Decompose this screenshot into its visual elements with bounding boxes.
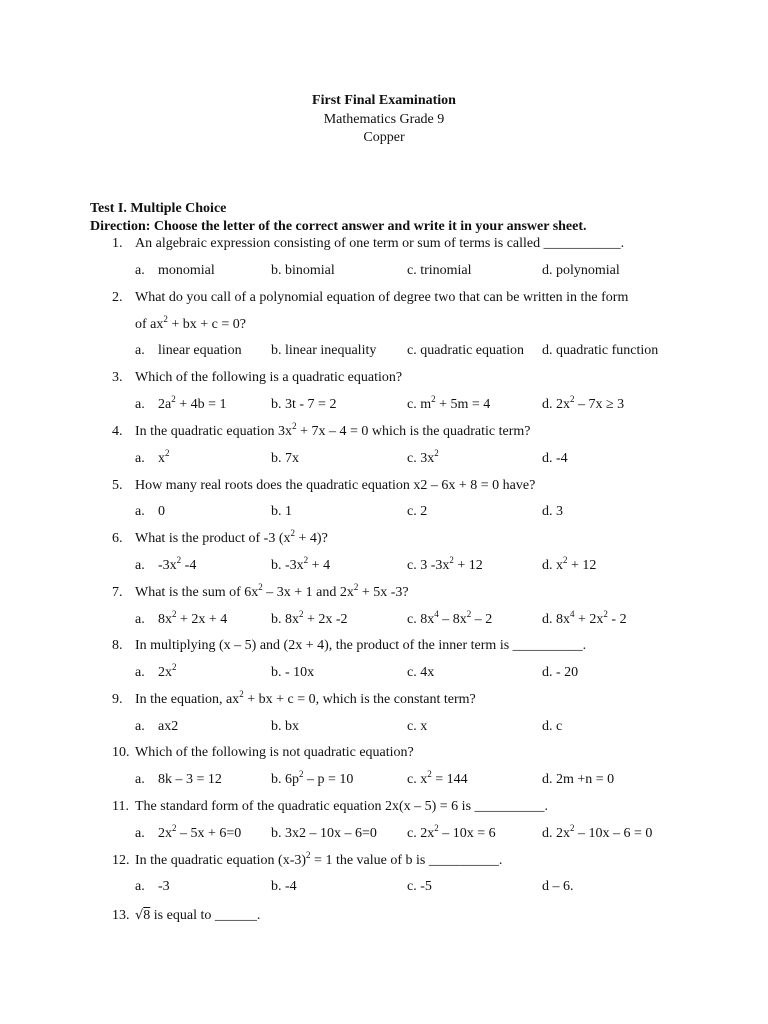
question-number: 6. [112, 531, 123, 546]
question-stem: What is the product of -3 $(x^2 + 4)$? [135, 528, 328, 546]
question-number: 1. [112, 236, 123, 251]
question-number: 9. [112, 692, 123, 707]
question-number: 10. [112, 745, 130, 760]
option-b: b. 7x [271, 451, 299, 466]
option-a: a. monomial [135, 263, 215, 278]
question-stem: In the quadratic equation $(x-3)^2 = 1$ the value of b is __________. [135, 850, 503, 868]
question-number: 12. [112, 853, 130, 868]
test-name: Test I. Multiple Choice [90, 201, 227, 216]
option-b: b. -4 [271, 879, 297, 894]
question-stem-continued: of $ax^2$ + bx + c = 0? [135, 314, 247, 332]
question-number: 11. [112, 799, 129, 814]
question-number: 5. [112, 478, 123, 493]
option-c: c. $2x^2 - 10x = 6$ [407, 823, 496, 841]
option-b: b. linear inequality [271, 343, 377, 358]
square-root-icon: √ [135, 908, 144, 923]
option-a: a. -3 [135, 879, 170, 894]
question-stem: An algebraic expression consisting of one term or sum of terms is called ___________. [135, 236, 625, 251]
option-b: b. 3x2 – 10x – 6=0 [271, 826, 377, 841]
option-a: a. $2x^2 - 5x + 6=0$ [135, 823, 242, 841]
option-b: b. 1 [271, 504, 292, 519]
question-stem: The standard form of the quadratic equation 2x(x – 5) = 6 is __________. [135, 799, 549, 814]
question-stem: In the equation, $ax^2$ + bx + c = 0, which is the constant term? [135, 689, 476, 707]
option-c: c. 2 [407, 504, 428, 519]
option-c: c. 4x [407, 665, 435, 680]
question-stem: How many real roots does the quadratic equation x2 – 6x + 8 = 0 have? [135, 478, 536, 493]
exam-section: Copper [363, 130, 405, 145]
option-a: a. $x^2$ [135, 448, 170, 466]
option-d: d. 2m +n = 0 [542, 772, 615, 787]
option-d: d. quadratic function [542, 343, 659, 358]
exam-header [0, 93, 768, 149]
option-c: c. -5 [407, 879, 432, 894]
option-d: d. $2x^2 - 7x \ge 3$ [542, 394, 625, 412]
option-d: d. - 20 [542, 665, 579, 680]
option-b: b. $-3x^2 + 4$ [271, 555, 331, 573]
option-c: c. trinomial [407, 263, 472, 278]
question-stem: Which of the following is a quadratic equation? [135, 370, 403, 385]
option-c: c. quadratic equation [407, 343, 525, 358]
question-stem: √8 is equal to ______. [135, 908, 261, 923]
option-d: d. $x^2 + 12$ [542, 555, 597, 573]
option-a: a. $2a^2 + 4b = 1$ [135, 394, 227, 412]
option-a: a. $-3x^2$ -4 [135, 555, 197, 573]
option-c: c. x [407, 719, 428, 734]
option-a: a. linear equation [135, 343, 242, 358]
option-c: c. $8x^4 - 8x^2 - 2$ [407, 609, 493, 627]
option-d: d – 6. [542, 879, 574, 894]
option-c: c. $x^2 = 144$ [407, 769, 468, 787]
question-number: 8. [112, 638, 123, 653]
option-d: d. c [542, 719, 563, 734]
question-stem: In multiplying (x – 5) and (2x + 4), the product of the inner term is __________. [135, 638, 587, 653]
question-stem: What is the sum of $6x^2 - 3x + 1$ and $2x^2 + 5x$ -3? [135, 582, 409, 600]
option-c: c. $m^2 + 5m = 4$ [407, 394, 491, 412]
option-d: d. 3 [542, 504, 563, 519]
option-c: c. $3x^2$ [407, 448, 439, 466]
question-stem: In the quadratic equation $3x^2 + 7x - 4 = 0$ which is the quadratic term? [135, 421, 531, 439]
option-d: d. polynomial [542, 263, 620, 278]
option-b: b. $8x^2 + 2x$ -2 [271, 609, 348, 627]
option-c: c. 3 $-3x^2 + 12$ [407, 555, 483, 573]
question-number: 4. [112, 424, 123, 439]
option-b: b. bx [271, 719, 299, 734]
option-a: a. 8k – 3 = 12 [135, 772, 222, 787]
option-b: b. binomial [271, 263, 335, 278]
question-number: 3. [112, 370, 123, 385]
option-b: b. $6p^2 - p = 10$ [271, 769, 354, 787]
option-a: a. $2x^2$ [135, 662, 177, 680]
option-b: b. 3t - 7 = 2 [271, 397, 337, 412]
exam-title: First Final Examination [312, 93, 456, 108]
option-a: a. ax2 [135, 719, 179, 734]
question-number: 2. [112, 290, 123, 305]
test-direction: Direction: Choose the letter of the correct answer and write it in your answer sheet. [90, 218, 587, 234]
question-number: 13. [112, 908, 130, 923]
exam-subject: Mathematics Grade 9 [323, 111, 445, 127]
option-a: a. $8x^2 + 2x + 4$ [135, 609, 228, 627]
option-d: d. $2x^2 - 10x - 6 = 0$ [542, 823, 653, 841]
question-stem: Which of the following is not quadratic equation? [135, 745, 414, 760]
test-heading [90, 201, 690, 236]
option-b: b. - 10x [271, 665, 315, 680]
question-stem: What do you call of a polynomial equation of degree two that can be written in the form [135, 290, 629, 305]
option-d: d. -4 [542, 451, 568, 466]
option-a: a. 0 [135, 504, 165, 519]
option-d: d. $8x^4 + 2x^2 - 2$ [542, 609, 627, 627]
question-number: 7. [112, 585, 123, 600]
